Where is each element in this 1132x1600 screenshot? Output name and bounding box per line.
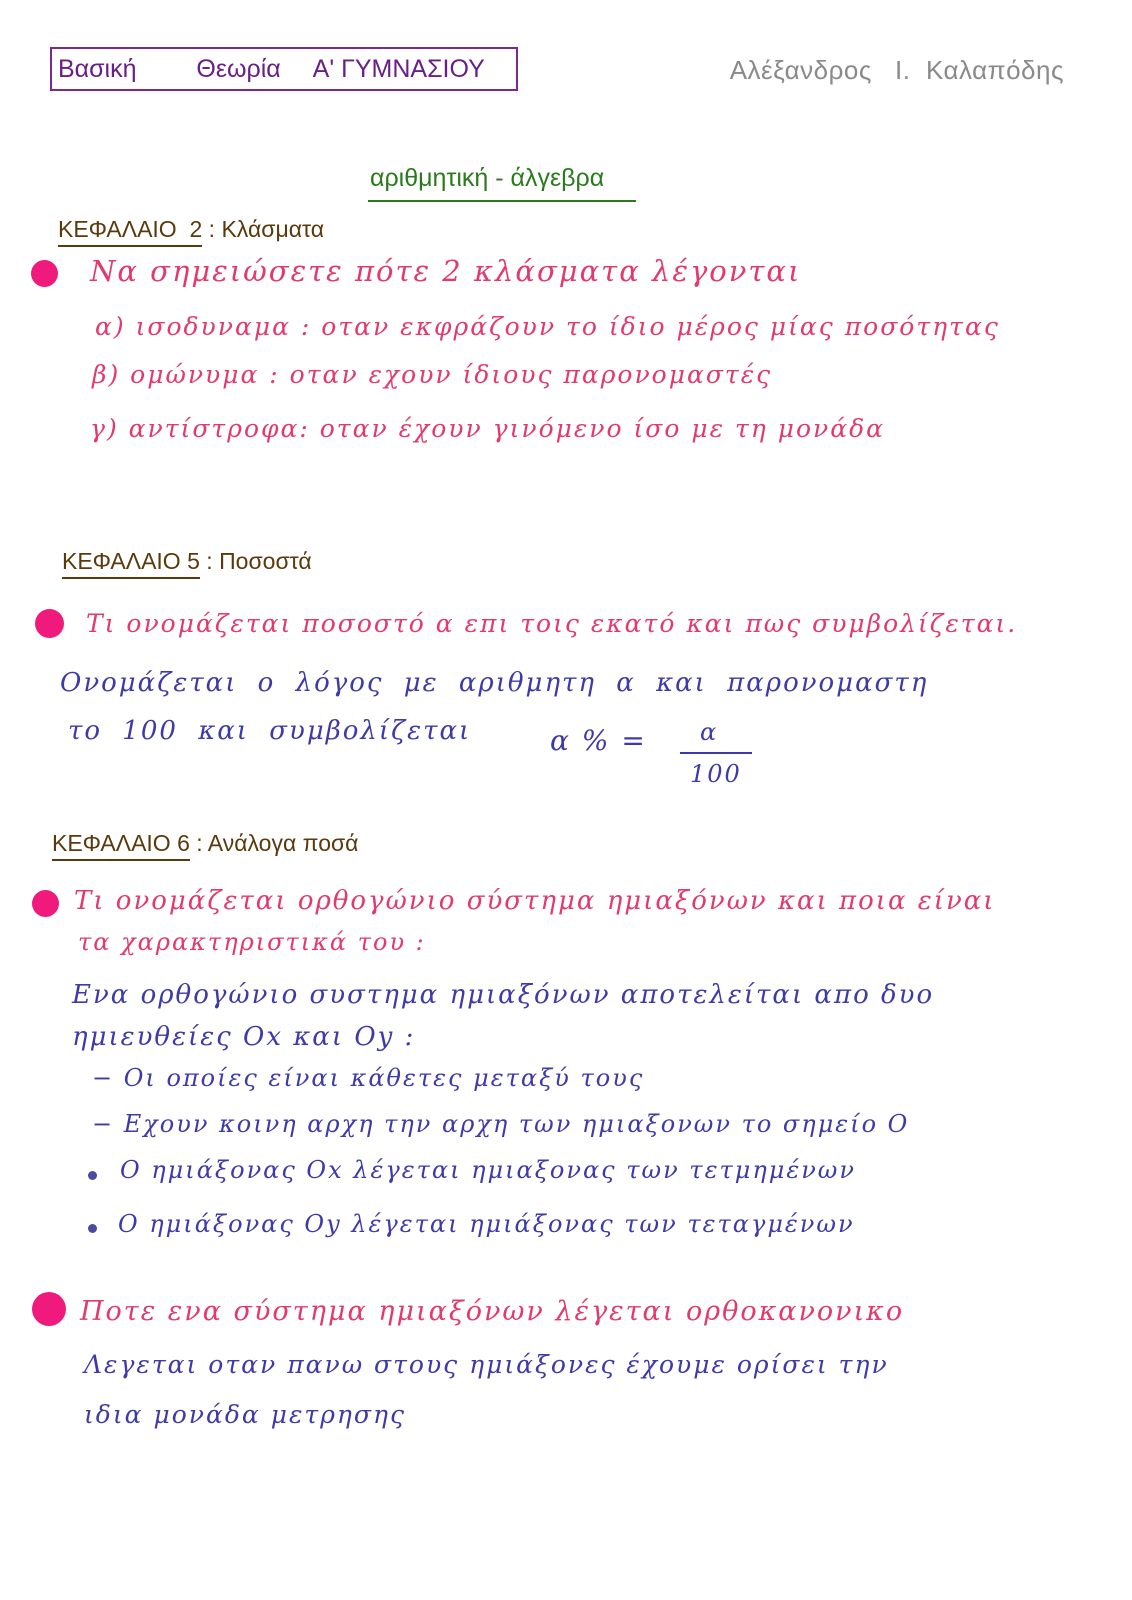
- chapter-2-label: ΚΕΦΑΛΑΙΟ 2: [58, 216, 202, 247]
- ch6-answer-line1: Ενα ορθογώνιο συστημα ημιαξόνων αποτελείται απο δυο: [72, 980, 935, 1010]
- bullet-icon: [32, 890, 59, 917]
- chapter-6-label: ΚΕΦΑΛΑΙΟ 6: [52, 830, 190, 861]
- fraction-bar: [680, 752, 752, 754]
- bullet-icon: [32, 1292, 66, 1326]
- page-title-box: [50, 47, 518, 91]
- ch6-answer2-line1: Λεγεται οταν πανω στους ημιάξονες έχουμε ορίσει την: [84, 1350, 889, 1379]
- chapter-2-sep: :: [202, 216, 222, 242]
- ch5-formula-denominator: 100: [690, 760, 742, 788]
- ch6-question1-line1: Τι ονομάζεται ορθογώνιο σύστημα ημιαξόνων και ποια είναι: [74, 886, 996, 916]
- subject-underline: [368, 200, 636, 202]
- ch5-answer-line1: Ονομάζεται ο λόγος με αριθμητη α και παρονομαστη: [60, 668, 929, 698]
- author-name: Αλέξανδρος Ι. Καλαπόδης: [729, 55, 1064, 85]
- subject-heading: αριθμητική - άλγεβρα: [370, 164, 605, 192]
- ch2-answer-c: γ) αντίστροφα: οταν έχουν γινόμενο ίσο με τη μονάδα: [90, 414, 886, 443]
- chapter-6-title: Ανάλογα ποσά: [207, 830, 359, 856]
- small-bullet-icon: [88, 1171, 97, 1180]
- chapter-2-heading: [58, 216, 324, 243]
- ch2-answer-a: α) ισοδυναμα : οταν εκφράζουν το ίδιο μέρος μίας ποσότητας: [95, 312, 1000, 341]
- ch6-answer-line6: Ο ημιάξονας Οy λέγεται ημιάξονας των τεταγμένων: [118, 1210, 855, 1238]
- ch6-answer2-line2: ιδια μονάδα μετρησης: [84, 1400, 406, 1429]
- ch6-answer-line5: Ο ημιάξονας Οx λέγεται ημιαξονας των τετμημένων: [120, 1156, 856, 1184]
- ch5-formula-left: α % =: [550, 724, 647, 757]
- chapter-2-title: Κλάσματα: [221, 216, 325, 242]
- ch5-question: Τι ονομάζεται ποσοστό α επι τοις εκατό και πως συμβολίζεται.: [86, 609, 1018, 638]
- title-word-basic: Βασική: [58, 55, 137, 83]
- chapter-5-title: Ποσοστά: [219, 548, 312, 574]
- small-bullet-icon: [88, 1224, 97, 1233]
- chapter-5-label: ΚΕΦΑΛΑΙΟ 5: [62, 548, 200, 579]
- ch6-answer-line4: − Εχουν κοινη αρχη την αρχη των ημιαξονων το σημείο Ο: [92, 1110, 910, 1138]
- title-word-theory: Θεωρία: [196, 55, 281, 83]
- chapter-6-sep: :: [189, 830, 208, 856]
- ch6-answer-line2: ημιευθείες Οx και Οy :: [72, 1022, 416, 1052]
- bullet-icon: [35, 609, 64, 638]
- ch2-answer-b: β) ομώνυμα : οταν εχουν ίδιους παρονομαστές: [92, 360, 773, 389]
- ch6-question1-line2: τα χαρακτηριστικά του :: [78, 928, 426, 956]
- ch6-answer-line3: − Οι οποίες είναι κάθετες μεταξύ τους: [92, 1064, 645, 1092]
- ch2-question: Να σημειώσετε πότε 2 κλάσματα λέγονται: [90, 254, 802, 288]
- chapter-5-sep: :: [199, 548, 220, 574]
- ch5-answer-line2: το 100 και συμβολίζεται: [68, 716, 472, 746]
- bullet-icon: [31, 260, 58, 287]
- chapter-6-heading: [52, 830, 358, 857]
- title-word-grade: Α' ΓΥΜΝΑΣΙΟΥ: [312, 55, 485, 83]
- chapter-5-heading: [62, 548, 312, 575]
- ch6-question2: Ποτε ενα σύστημα ημιαξόνων λέγεται ορθοκανονικο: [80, 1296, 905, 1327]
- ch5-formula-numerator: α: [700, 718, 719, 746]
